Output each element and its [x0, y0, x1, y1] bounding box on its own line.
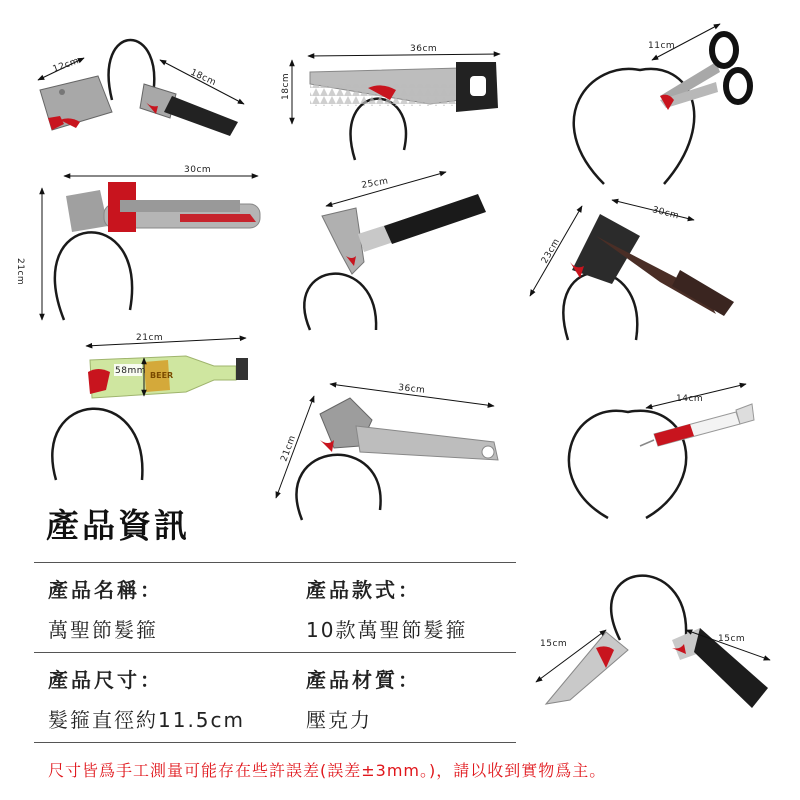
headband-loop — [569, 411, 686, 518]
bottle-diameter-dim: 58mm — [115, 366, 146, 376]
scissors-headband — [574, 24, 750, 184]
cleaver-handle-dim: 18cm — [188, 67, 218, 89]
hammer-headband — [304, 172, 486, 330]
name-label: 產品名稱： — [48, 578, 163, 602]
headband-loop — [297, 455, 381, 520]
axe-headband — [530, 200, 734, 340]
divider-middle — [34, 652, 516, 653]
syringe-piece — [640, 404, 754, 446]
saw-height-dim: 18cm — [281, 72, 291, 100]
headband-loop — [351, 99, 406, 160]
cleaver-headband — [38, 40, 244, 136]
name-value: 萬聖節髮箍 — [48, 618, 158, 642]
saw-length-dim: 36cm — [410, 44, 438, 54]
syringe-headband — [569, 384, 754, 518]
headband-loop — [611, 576, 686, 640]
headband-loop — [563, 273, 637, 341]
knife-headband — [536, 576, 770, 708]
headband-loop — [304, 274, 376, 330]
scissors-length-dim: 11cm — [648, 41, 676, 51]
pipe-wrench-piece — [66, 182, 260, 232]
cleaver-blade-dim: 12cm — [51, 56, 81, 75]
bottle-headband — [52, 333, 248, 480]
bottle-length-dim: 21cm — [136, 333, 164, 343]
style-value: 10款萬聖節髮箍 — [306, 618, 468, 642]
saw-blade-piece — [310, 62, 498, 112]
material-value: 壓克力 — [306, 708, 372, 732]
saw-headband — [281, 44, 500, 160]
syringe-length-dim: 14cm — [676, 394, 704, 404]
axe-height-dim: 23cm — [539, 236, 563, 266]
cleaver-blade-piece — [40, 76, 112, 130]
knife-blade-dim: 15cm — [540, 639, 568, 649]
hammer-piece — [322, 194, 486, 274]
material-label: 產品材質： — [306, 668, 421, 692]
divider-top — [34, 562, 516, 563]
headband-loop — [52, 409, 142, 480]
bottle-label: BEER — [150, 371, 174, 380]
headband-loop — [55, 232, 132, 320]
pipe-wrench-headband — [15, 165, 260, 320]
size-label: 產品尺寸： — [48, 668, 163, 692]
adjustable-wrench-piece — [320, 398, 498, 460]
info-title: 產品資訊 — [46, 506, 190, 545]
bottle-piece — [88, 356, 248, 398]
axe-piece — [570, 214, 734, 316]
wrench-height-dim: 21cm — [15, 258, 25, 286]
cleaver-handle-piece — [140, 84, 238, 136]
axe-length-dim: 30cm — [651, 205, 681, 222]
knife-handle-dim: 15cm — [718, 634, 746, 644]
headband-loop — [574, 69, 694, 184]
hammer-length-dim: 25cm — [360, 176, 390, 191]
adjustable-length-dim: 36cm — [397, 383, 426, 396]
adjustable-height-dim: 21cm — [279, 434, 299, 464]
size-value: 髮箍直徑約11.5cm — [48, 708, 246, 732]
divider-bottom — [34, 742, 516, 743]
adjustable-wrench-headband — [276, 383, 498, 520]
style-label: 產品款式： — [306, 578, 421, 602]
wrench-length-dim: 30cm — [184, 165, 212, 175]
measurement-note: 尺寸皆爲手工測量可能存在些許誤差(誤差±3mm。)，請以收到實物爲主。 — [48, 761, 607, 780]
